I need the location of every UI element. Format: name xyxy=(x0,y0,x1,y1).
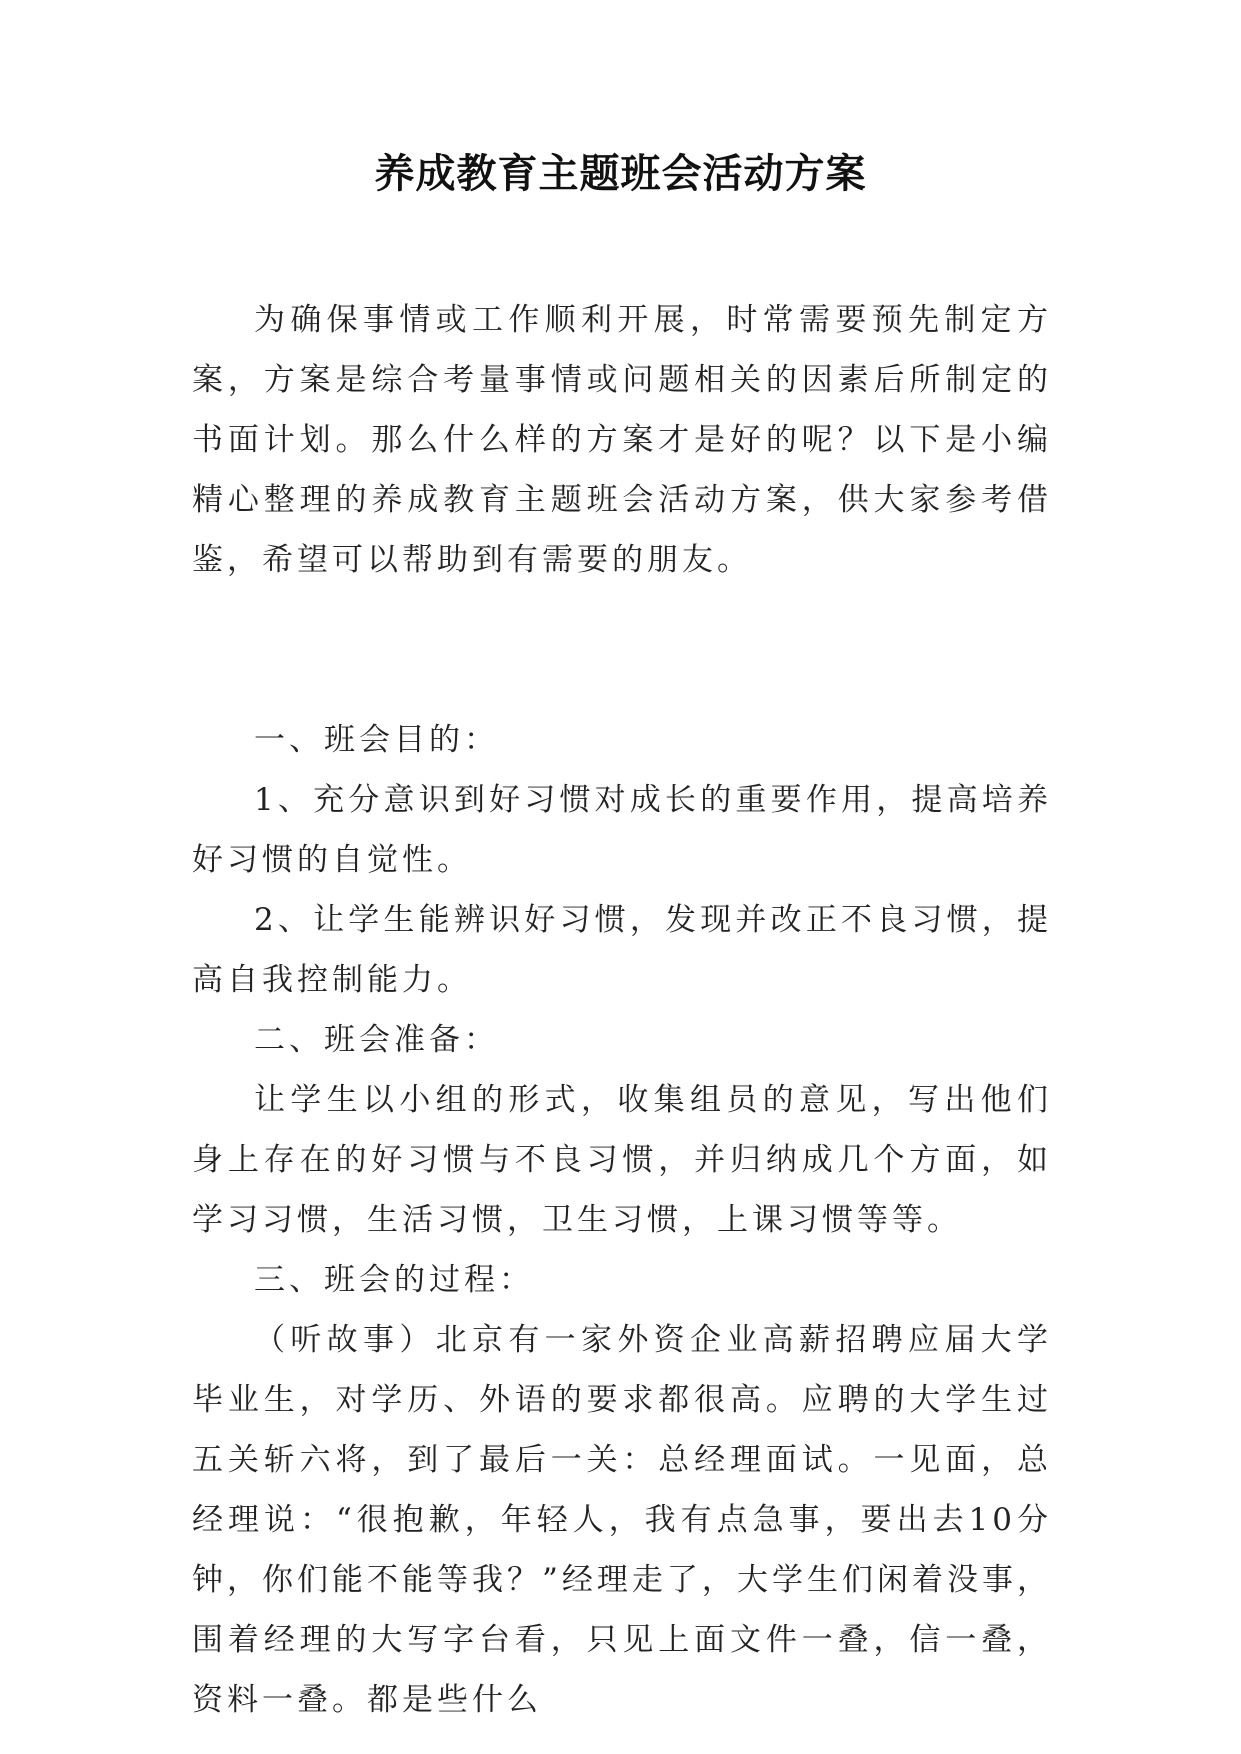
document-title: 养成教育主题班会活动方案 xyxy=(374,150,867,197)
section-heading-process: 三、班会的过程： xyxy=(254,1262,534,1298)
preparation-paragraph: 让学生以小组的形式，收集组员的意见，写出他们身上存在的好习惯与不良习惯，并归纳成几个方面，如学习习惯，生活习惯，卫生习惯，上课习惯等等。 xyxy=(192,1082,1052,1238)
intro-paragraph: 为确保事情或工作顺利开展，时常需要预先制定方案，方案是综合考量事情或问题相关的因素后所制定的书面计划。那么什么样的方案才是好的呢？以下是小编精心整理的养成教育主题班会活动方案，供大家参考借鉴，希望可以帮助到有需要的朋友。 xyxy=(192,302,1052,578)
paragraph-spacer xyxy=(192,590,1052,710)
section-heading-purpose: 一、班会目的： xyxy=(254,722,499,758)
story-paragraph: （听故事）北京有一家外资企业高薪招聘应届大学毕业生，对学历、外语的要求都很高。应聘的大学生过五关斩六将，到了最后一关：总经理面试。一见面，总经理说：“很抱歉，年轻人，我有点急事，要出去10分钟，你们能不能等我？”经理走了，大学生们闲着没事，围着经理的大写字台看，只见上面文件一叠，信一叠，资料一叠。都是些什么 xyxy=(192,1322,1052,1718)
purpose-item-2: 2、让学生能辨识好习惯，发现并改正不良习惯，提高自我控制能力。 xyxy=(192,902,1052,998)
purpose-item-1: 1、充分意识到好习惯对成长的重要作用，提高培养好习惯的自觉性。 xyxy=(192,782,1052,878)
document-body xyxy=(192,290,1052,1730)
section-heading-preparation: 二、班会准备： xyxy=(254,1022,499,1058)
